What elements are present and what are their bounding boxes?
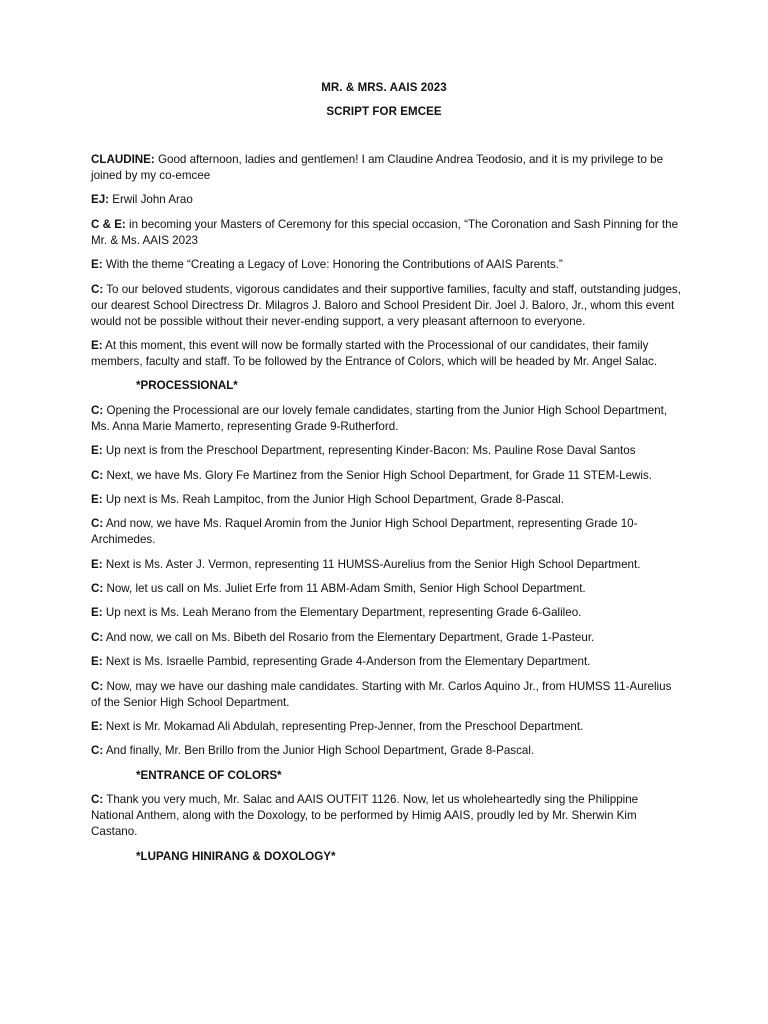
speaker-label: E: <box>91 492 103 506</box>
paragraph-text: Opening the Processional are our lovely female candidates, starting from the Junior High School Department, Ms. Anna Marie Mamerto, representing Grade 9-Rutherford. <box>91 403 668 433</box>
speaker-label: E: <box>91 606 103 620</box>
script-paragraph <box>91 492 683 508</box>
paragraph-text: And now, we call on Ms. Bibeth del Rosario from the Elementary Department, Grade 1-Pasteur. <box>103 630 595 644</box>
document-subtitle: SCRIPT FOR EMCEE <box>326 106 442 118</box>
script-paragraph <box>91 403 683 435</box>
paragraph-text: Erwil John Arao <box>109 193 193 207</box>
paragraph-text: Next is Mr. Mokamad Ali Abdulah, representing Prep-Jenner, from the Preschool Department. <box>102 720 584 734</box>
speaker-label: E: <box>91 557 103 571</box>
script-paragraph <box>91 557 683 573</box>
script-paragraph <box>91 282 683 330</box>
script-paragraph <box>91 217 683 249</box>
speaker-label: CLAUDINE: <box>91 153 155 166</box>
paragraph-text: At this moment, this event will now be formally started with the Processional of our candidates, their family members, faculty and staff. To be followed by the Entrance of Colors, which will be headed by Mr. Angel Salac. <box>91 338 658 368</box>
paragraph-text: Now, let us call on Ms. Juliet Erfe from 11 ABM-Adam Smith, Senior High School Department. <box>103 582 586 596</box>
section-heading: *LUPANG HINIRANG & DOXOLOGY* <box>136 849 336 863</box>
paragraph-text: Up next is Ms. Leah Merano from the Elementary Department, representing Grade 6-Galileo. <box>102 606 582 620</box>
paragraph-text: Now, may we have our dashing male candidates. Starting with Mr. Carlos Aquino Jr., from HUMSS 11-Aurelius of the Senior High School Department. <box>91 679 672 709</box>
speaker-label: E: <box>91 258 103 272</box>
script-paragraph <box>91 257 683 273</box>
script-paragraph <box>91 630 683 646</box>
script-body <box>91 152 683 873</box>
script-paragraph <box>91 792 683 840</box>
script-paragraph <box>91 719 683 735</box>
speaker-label: C: <box>91 517 104 531</box>
script-paragraph <box>91 468 683 484</box>
speaker-label: C: <box>91 793 104 807</box>
speaker-label: E: <box>91 444 103 458</box>
paragraph-text: With the theme “Creating a Legacy of Love: Honoring the Contributions of AAIS Parents.” <box>102 258 563 272</box>
script-paragraph <box>91 443 683 459</box>
script-paragraph <box>91 743 683 759</box>
speaker-label: E: <box>91 720 103 734</box>
speaker-label: C: <box>91 403 104 417</box>
paragraph-text: To our beloved students, vigorous candidates and their supportive families, faculty and staff, outstanding judges, our dearest School Directress Dr. Milagros J. Baloro and School President Dir. Joel J. Baloro, Jr., whom this event would not be possible without their never-ending support, a very pleasant afternoon to everyone. <box>91 282 681 328</box>
speaker-label: C: <box>91 582 104 596</box>
script-paragraph <box>91 679 683 711</box>
script-paragraph <box>91 516 683 548</box>
paragraph-text: in becoming your Masters of Ceremony for this special occasion, “The Coronation and Sash Pinning for the Mr. & Ms. AAIS 2023 <box>91 217 679 247</box>
script-paragraph <box>91 654 683 670</box>
paragraph-text: And finally, Mr. Ben Brillo from the Junior High School Department, Grade 8-Pascal. <box>103 744 535 758</box>
script-paragraph <box>91 192 683 208</box>
paragraph-text: Next is Ms. Israelle Pambid, representing Grade 4-Anderson from the Elementary Department. <box>102 655 591 669</box>
paragraph-text: Up next is from the Preschool Department, representing Kinder-Bacon: Ms. Pauline Rose Daval Santos <box>102 444 636 458</box>
section-heading: *PROCESSIONAL* <box>136 379 238 393</box>
script-paragraph <box>91 152 683 184</box>
paragraph-text: Up next is Ms. Reah Lampitoc, from the Junior High School Department, Grade 8-Pascal. <box>102 492 564 506</box>
speaker-label: E: <box>91 338 103 352</box>
speaker-label: EJ: <box>91 193 110 207</box>
script-paragraph <box>91 581 683 597</box>
paragraph-text: Next is Ms. Aster J. Vermon, representing 11 HUMSS-Aurelius from the Senior High School Department. <box>102 557 641 571</box>
speaker-label: C: <box>91 630 104 644</box>
paragraph-text: Thank you very much, Mr. Salac and AAIS OUTFIT 1126. Now, let us wholeheartedly sing the Philippine National Anthem, along with the Doxology, to be performed by Himig AAIS, proudly led by Mr. Sherwin Kim Castano. <box>91 793 639 839</box>
speaker-label: C: <box>91 744 104 758</box>
paragraph-text: And now, we have Ms. Raquel Aromin from the Junior High School Department, representing Grade 10-Archimedes. <box>91 517 638 547</box>
script-paragraph <box>91 338 683 370</box>
speaker-label: C & E: <box>91 217 126 231</box>
speaker-label: C: <box>91 468 104 482</box>
speaker-label: E: <box>91 655 103 669</box>
paragraph-text: Next, we have Ms. Glory Fe Martinez from the Senior High School Department, for Grade 11 STEM-Lewis. <box>103 468 652 482</box>
speaker-label: C: <box>91 679 104 693</box>
paragraph-text: Good afternoon, ladies and gentlemen! I am Claudine Andrea Teodosio, and it is my privilege to be joined by my co-emcee <box>91 153 664 182</box>
speaker-label: C: <box>91 282 104 296</box>
document-title: MR. & MRS. AAIS 2023 <box>321 82 447 94</box>
script-paragraph <box>91 605 683 621</box>
section-heading: *ENTRANCE OF COLORS* <box>136 768 282 782</box>
